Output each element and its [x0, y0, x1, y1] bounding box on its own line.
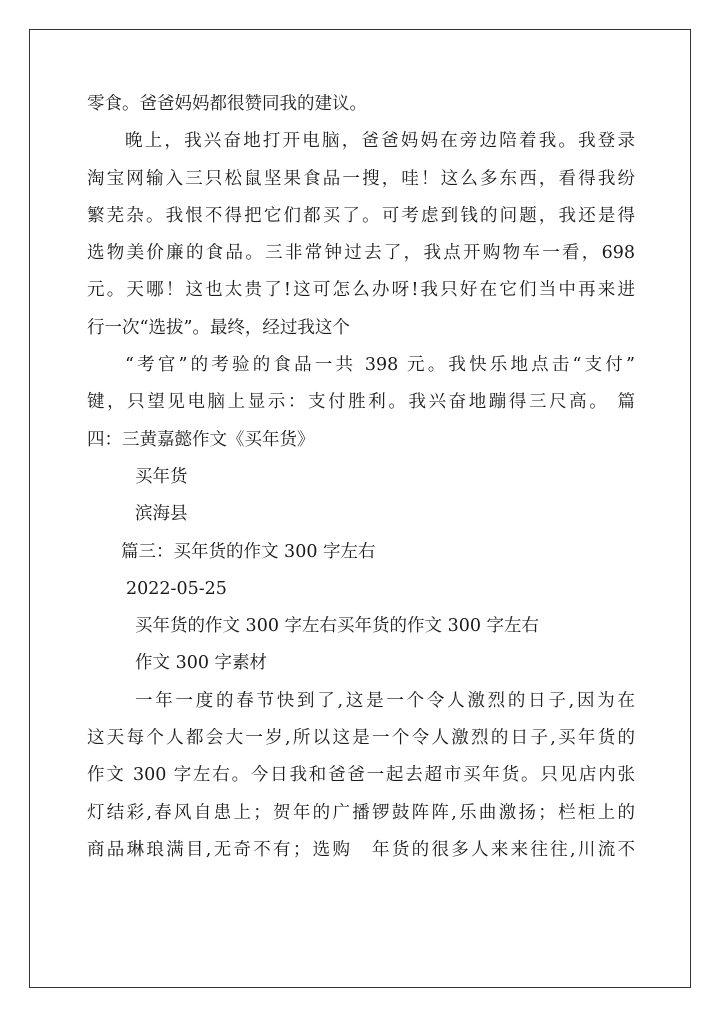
section-heading: 篇三：买年货的作文 300 字左右 — [121, 541, 376, 562]
document-body — [87, 86, 635, 869]
text-line: 商品琳琅满目,无奇不有；选购 年货的很多人来来往往,川流不 — [87, 839, 635, 860]
paragraph-start-line: 晚上，我兴奋地打开电脑，爸爸妈妈在旁边陪着我。我登录 — [125, 131, 635, 152]
paragraph-start-line: 一年一度的春节快到了,这是一个令人激烈的日子,因为在 — [135, 690, 635, 711]
text-line: 行一次“选拔”。最终，经过我这个 — [87, 317, 350, 338]
text-line: 繁芜杂。我恨不得把它们都买了。可考虑到钱的问题，我还是得 — [87, 205, 635, 226]
text-line: 零食。爸爸妈妈都很赞同我的建议。 — [87, 94, 367, 114]
article-subtitle: 买年货的作文 300 字左右买年货的作文 300 字左右 — [135, 616, 540, 637]
article-tag: 作文 300 字素材 — [135, 653, 268, 674]
paragraph-start-line: “考官”的考验的食品一共 398 元。我快乐地点击“支付” — [125, 355, 635, 376]
text-line: 淘宝网输入三只松鼠坚果食品一搜，哇！这么多东西，看得我纷 — [87, 168, 635, 189]
text-line: 这天每个人都会大一岁,所以这是一个令人激烈的日子,买年货的 — [87, 728, 635, 749]
article-title: 买年货 — [135, 466, 188, 487]
text-line: 键，只望见电脑上显示：支付胜利。我兴奋地蹦得三尺高。 篇 — [87, 392, 635, 413]
text-line: 选物美价廉的食品。三非常钟过去了，我点开购物车一看，698 — [87, 243, 635, 264]
text-line: 灯结彩,春风自患上；贺年的广播锣鼓阵阵,乐曲激扬；栏柜上的 — [87, 802, 635, 823]
text-line: 作文 300 字左右。今日我和爸爸一起去超市买年货。只见店内张 — [87, 765, 635, 786]
article-location: 滨海县 — [135, 504, 188, 525]
text-line: 四：三黄嘉懿作文《买年货》 — [87, 429, 315, 450]
article-date: 2022-05-25 — [126, 578, 227, 599]
text-line: 元。天哪！这也太贵了!这可怎么办呀!我只好在它们当中再来进 — [87, 280, 635, 301]
